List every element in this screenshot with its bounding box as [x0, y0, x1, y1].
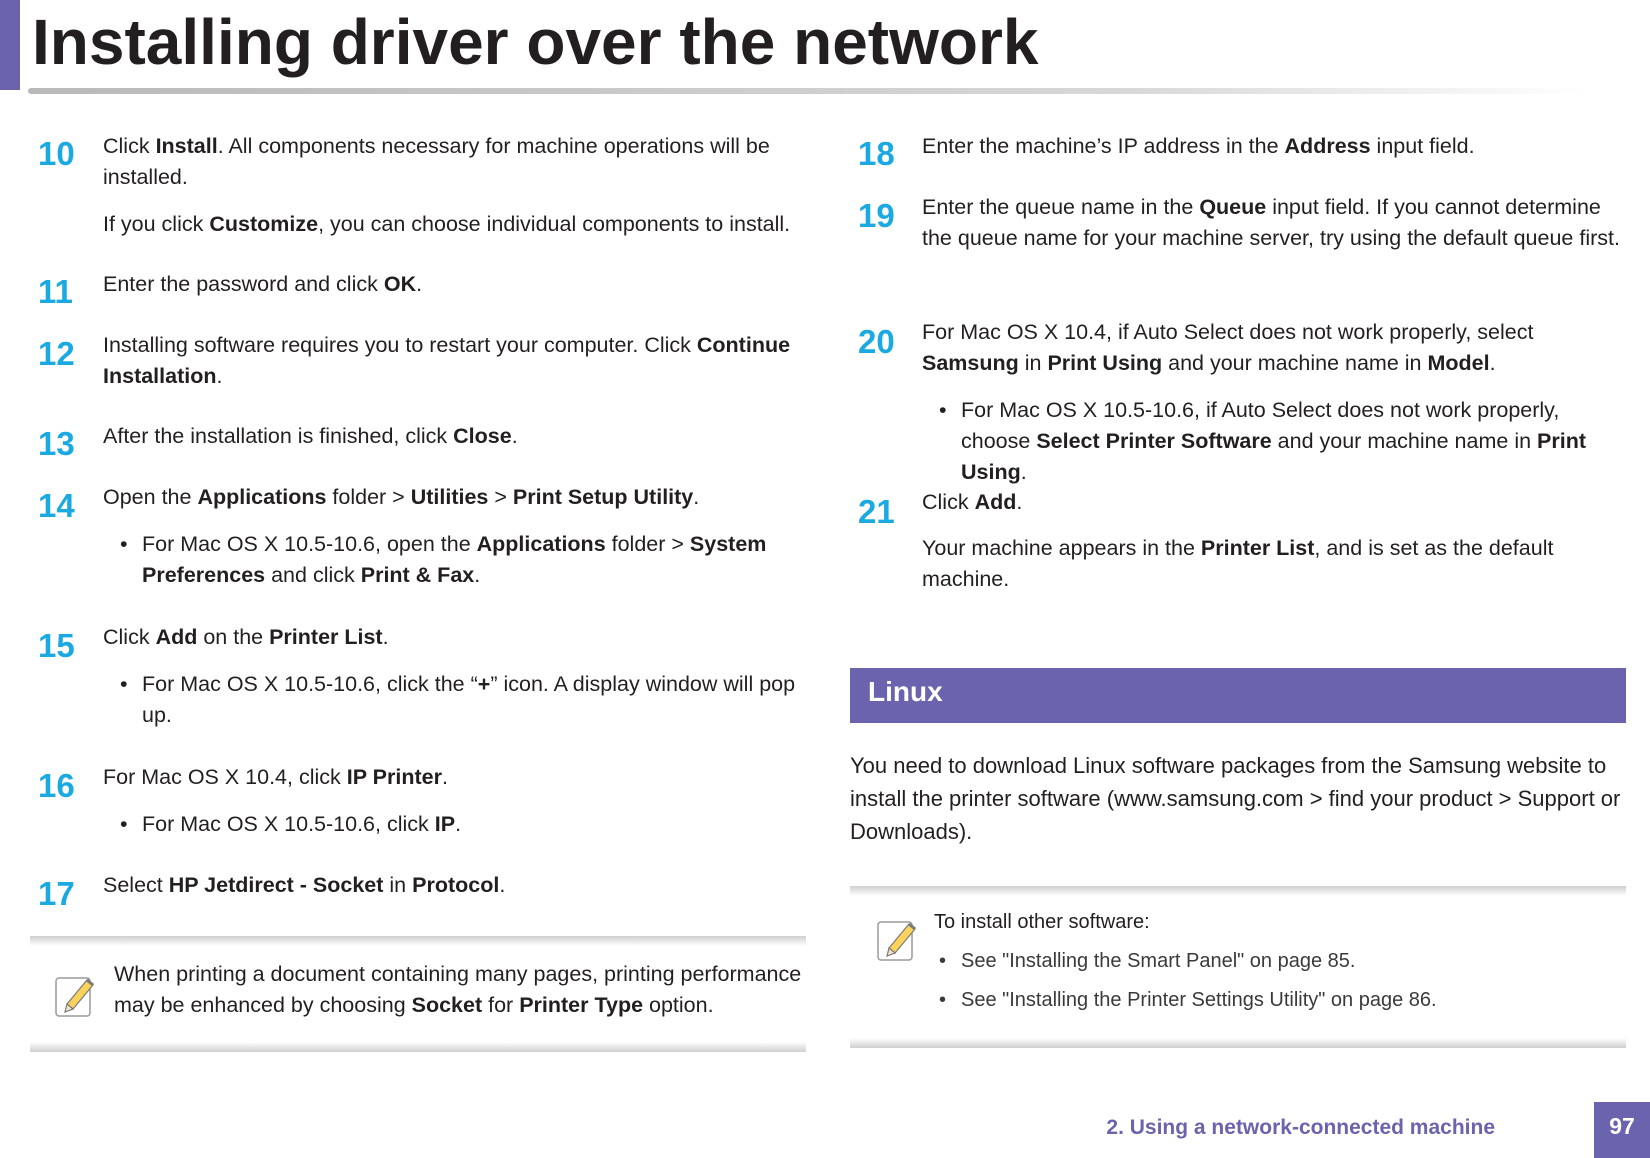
step-number: 13 [38, 425, 75, 462]
step-number: 20 [858, 323, 895, 360]
step-11-text: Enter the password and click OK. [103, 272, 423, 296]
title-divider [28, 88, 1588, 94]
note-box [30, 936, 806, 1052]
note-intro: To install other software: [934, 911, 1150, 933]
step-15-text: Click Add on the Printer List. [103, 625, 389, 649]
note-top-rule [30, 936, 806, 946]
step-number: 17 [38, 875, 75, 912]
note-box [850, 886, 1626, 1048]
step-number: 14 [38, 487, 75, 524]
linux-heading-text: Linux [868, 676, 943, 707]
step-number: 21 [858, 493, 895, 530]
step-number: 19 [858, 197, 895, 234]
note-list-item[interactable]: • See "Installing the Smart Panel" on page 85. [939, 950, 1356, 972]
step-10-note: If you click Customize, you can choose individual components to install. [103, 212, 791, 236]
page-title: Installing driver over the network [32, 6, 1039, 78]
step-18-text: Enter the machine’s IP address in the Address input field. [922, 134, 1475, 158]
note-bottom-rule [850, 1038, 1626, 1048]
step-16-text: For Mac OS X 10.4, click IP Printer. [103, 765, 448, 789]
step-17-text: Select HP Jetdirect - Socket in Protocol. [103, 873, 506, 897]
footer-chapter-label: 2. Using a network-connected machine [1106, 1116, 1495, 1139]
note-pencil-icon [877, 916, 919, 962]
step-number: 11 [38, 273, 73, 310]
step-number: 10 [38, 135, 75, 172]
step-14-text: Open the Applications folder > Utilities > Print Setup Utility. [103, 485, 700, 509]
note-bottom-rule [30, 1042, 806, 1052]
step-14-bullet: • For Mac OS X 10.5-10.6, open the Applications folder > System Preferences and click Print & Fax. [120, 532, 767, 587]
note-pencil-icon [55, 972, 97, 1018]
step-10-text: Click Install. All components necessary for machine operations will be installed. [103, 134, 770, 189]
note-text: When printing a document containing many pages, printing performance may be enhanced by choosing Socket for Printer Type option. [114, 962, 802, 1017]
linux-paragraph: You need to download Linux software packages from the Samsung website to install the printer software (www.samsung.com > find your product > Support or Downloads). [850, 753, 1621, 844]
linux-section-heading [850, 668, 1626, 723]
step-13-text: After the installation is finished, click Close. [103, 424, 518, 448]
step-21-text: Click Add. [922, 490, 1023, 514]
title-accent-bar [0, 0, 20, 90]
step-number: 12 [38, 335, 75, 372]
step-number: 16 [38, 767, 75, 804]
step-20-bullet: • For Mac OS X 10.5-10.6, if Auto Select does not work properly, choose Select Printer Software and your machine name in Print Using. [939, 398, 1587, 484]
step-16-bullet: • For Mac OS X 10.5-10.6, click IP. [120, 812, 462, 836]
step-19-text: Enter the queue name in the Queue input field. If you cannot determine the queue name for your machine server, try using the default queue first. [922, 195, 1620, 250]
note-top-rule [850, 886, 1626, 896]
note-list-item[interactable]: • See "Installing the Printer Settings Utility" on page 86. [939, 989, 1437, 1011]
step-21-result: Your machine appears in the Printer List, and is set as the default machine. [922, 536, 1554, 591]
step-20-text: For Mac OS X 10.4, if Auto Select does not work properly, select Samsung in Print Using and your machine name in Model. [922, 320, 1534, 375]
step-15-bullet: • For Mac OS X 10.5-10.6, click the “+” icon. A display window will pop up. [120, 672, 796, 727]
page-number: 97 [1594, 1102, 1650, 1158]
step-number: 18 [858, 135, 895, 172]
step-number: 15 [38, 627, 75, 664]
step-12-text: Installing software requires you to restart your computer. Click Continue Installation. [103, 333, 791, 388]
